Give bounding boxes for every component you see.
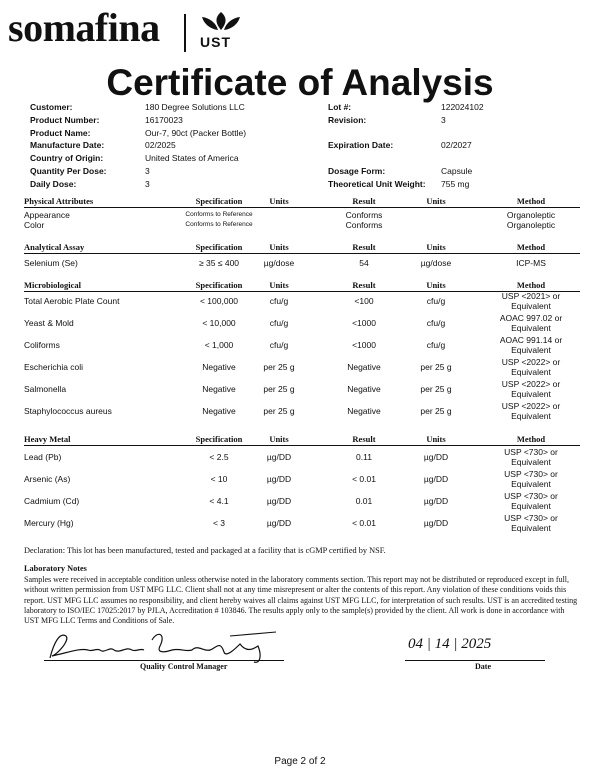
info-value: 3 <box>441 114 446 125</box>
row-result: <100 <box>354 296 374 306</box>
column-header-units2: Units <box>426 196 446 206</box>
column-header-units2: Units <box>426 242 446 252</box>
row-method-line2: Equivalent <box>511 501 551 511</box>
brand-logo-text: somafina <box>8 5 160 50</box>
header-rule <box>24 207 580 208</box>
column-header-result: Result <box>352 434 376 444</box>
column-header-units: Units <box>269 280 289 290</box>
row-method-line2: Equivalent <box>511 301 551 311</box>
column-header-method: Method <box>516 280 546 290</box>
column-header-units2: Units <box>426 434 446 444</box>
results-tables <box>24 196 580 536</box>
row-result: < 0.01 <box>352 474 376 484</box>
info-value: United States of America <box>145 153 239 164</box>
row-units: per 25 g <box>263 384 295 394</box>
row-result: < 0.01 <box>352 518 376 528</box>
info-label: Product Number: <box>30 114 100 125</box>
column-header-method: Method <box>516 434 546 444</box>
row-spec: Negative <box>202 384 236 394</box>
info-value: 3 <box>145 166 150 176</box>
row-spec: < 4.1 <box>209 496 229 506</box>
row-result: <1000 <box>352 340 376 350</box>
micro-title: Microbiological <box>24 280 81 290</box>
page-number: Page 2 of 2 <box>274 756 326 767</box>
row-name: Coliforms <box>24 340 60 350</box>
row-method-line1: USP <2021> or <box>501 291 561 301</box>
row-units: cfu/g <box>269 296 289 306</box>
row-method-line1: AOAC 991.14 or <box>499 335 563 345</box>
column-header-result: Result <box>352 196 376 206</box>
row-units: µg/dose <box>420 258 452 268</box>
row-name: Total Aerobic Plate Count <box>24 296 120 306</box>
row-method-line2: Equivalent <box>511 323 551 333</box>
info-label: Lot #: <box>328 102 352 112</box>
logo-divider <box>184 14 186 52</box>
lab-notes-title: Laboratory Notes <box>24 564 87 573</box>
row-method-line1: USP <730> or <box>504 491 558 501</box>
column-header-units: Units <box>269 434 289 444</box>
row-units: µg/DD <box>423 496 449 506</box>
info-value: 16170023 <box>145 114 183 125</box>
signature-label: Quality Control Manager <box>140 662 228 671</box>
column-header-units2: Units <box>426 280 446 290</box>
row-method-line1: USP <2022> or <box>501 379 561 389</box>
row-method-line2: Equivalent <box>511 367 551 377</box>
signature-line <box>44 660 284 661</box>
row-method-line1: USP <2022> or <box>501 357 561 367</box>
column-header-spec: Specification <box>195 242 243 252</box>
row-units: per 25 g <box>263 362 295 372</box>
row-method-line2: Equivalent <box>511 345 551 355</box>
info-value: 180 Degree Solutions LLC <box>145 102 245 112</box>
row-units: cfu/g <box>269 318 289 328</box>
handwritten-date: 04 | 14 | 2025 <box>408 636 492 652</box>
row-name: Appearance <box>24 210 70 220</box>
column-header-method: Method <box>516 196 546 206</box>
info-label: Dosage Form: <box>328 166 386 176</box>
column-header-result: Result <box>352 280 376 290</box>
row-units: µg/DD <box>423 518 449 528</box>
row-spec: < 3 <box>212 518 226 528</box>
row-name: Selenium (Se) <box>24 258 78 268</box>
header-rule <box>24 253 580 254</box>
date-label: Date <box>475 662 491 671</box>
row-method-line2: Equivalent <box>511 457 551 467</box>
physical-title: Physical Attributes <box>24 196 94 206</box>
info-value: 755 mg <box>441 178 470 189</box>
column-header-spec: Specification <box>195 280 243 290</box>
row-method-line1: USP <730> or <box>504 513 558 523</box>
info-label: Country of Origin: <box>30 153 104 164</box>
row-units: cfu/g <box>426 340 446 350</box>
leaf-logo-icon <box>198 10 244 32</box>
row-method-line2: Equivalent <box>511 389 551 399</box>
row-result: Conforms <box>345 210 383 220</box>
row-name: Staphylococcus aureus <box>24 406 112 416</box>
row-spec: < 1,000 <box>204 340 234 350</box>
info-label: Theoretical Unit Weight: <box>328 178 426 189</box>
row-method-line2: Equivalent <box>511 479 551 489</box>
row-spec: < 2.5 <box>209 452 229 462</box>
row-spec: Conforms to Reference <box>185 211 253 218</box>
row-method: ICP-MS <box>516 258 546 268</box>
row-method-line1: USP <730> or <box>504 447 558 457</box>
info-label: Customer: <box>30 102 73 112</box>
info-label: Expiration Date: <box>328 140 394 151</box>
row-method-line1: AOAC 997.02 or <box>499 313 563 323</box>
heavy-title: Heavy Metal <box>24 434 71 444</box>
row-units: per 25 g <box>263 406 295 416</box>
info-label: Manufacture Date: <box>30 140 105 151</box>
row-name: Lead (Pb) <box>24 452 62 462</box>
column-header-spec: Specification <box>195 196 243 206</box>
row-units: per 25 g <box>420 384 452 394</box>
row-result: Negative <box>347 362 381 372</box>
row-units: µg/DD <box>266 518 292 528</box>
row-spec: < 100,000 <box>199 296 239 306</box>
info-label: Revision: <box>328 114 367 125</box>
row-units: cfu/g <box>426 296 446 306</box>
row-name: Yeast & Mold <box>24 318 74 328</box>
info-value: Capsule <box>441 166 473 176</box>
row-method: Organoleptic <box>506 220 556 230</box>
row-units: µg/DD <box>266 496 292 506</box>
analytical-title: Analytical Assay <box>24 242 85 252</box>
row-method-line1: USP <2022> or <box>501 401 561 411</box>
row-result: Negative <box>347 384 381 394</box>
row-method-line2: Equivalent <box>511 411 551 421</box>
row-name: Color <box>24 220 45 230</box>
row-spec: < 10,000 <box>202 318 236 328</box>
row-units: µg/dose <box>263 258 295 268</box>
row-units: per 25 g <box>420 406 452 416</box>
info-value: 02/2027 <box>441 140 472 151</box>
info-value: 02/2025 <box>145 140 176 151</box>
row-spec: Negative <box>202 406 236 416</box>
row-result: Negative <box>347 406 381 416</box>
row-spec: ≥ 35 ≤ 400 <box>198 258 240 268</box>
row-name: Arsenic (As) <box>24 474 71 484</box>
column-header-spec: Specification <box>195 434 243 444</box>
row-spec: Conforms to Reference <box>185 221 253 228</box>
info-label: Quantity Per Dose: <box>30 166 107 176</box>
row-result: 0.01 <box>355 496 373 506</box>
column-header-units: Units <box>269 196 289 206</box>
column-header-units: Units <box>269 242 289 252</box>
row-units: µg/DD <box>266 452 292 462</box>
info-value: Our-7, 90ct (Packer Bottle) <box>145 127 247 138</box>
row-method-line1: USP <730> or <box>504 469 558 479</box>
info-value: 122024102 <box>441 102 484 112</box>
date-line <box>405 660 545 661</box>
row-units: cfu/g <box>426 318 446 328</box>
row-name: Salmonella <box>24 384 67 394</box>
row-name: Escherichia coli <box>24 362 84 372</box>
info-label: Product Name: <box>30 127 91 138</box>
row-units: cfu/g <box>269 340 289 350</box>
column-header-result: Result <box>352 242 376 252</box>
header-rule <box>24 445 580 446</box>
row-result: 54 <box>359 258 369 268</box>
document-title: Certificate of Analysis <box>106 62 494 103</box>
row-name: Cadmium (Cd) <box>24 496 80 506</box>
row-name: Mercury (Hg) <box>24 518 74 528</box>
row-units: per 25 g <box>420 362 452 372</box>
declaration: Declaration: This lot has been manufactured, tested and packaged at a facility that is cGMP certified by NSF. <box>24 546 386 555</box>
brand-logo-sub: UST <box>200 34 231 50</box>
info-value: 3 <box>145 178 150 189</box>
row-result: Conforms <box>345 220 383 230</box>
row-spec: < 10 <box>210 474 228 484</box>
row-method: Organoleptic <box>506 210 556 220</box>
row-spec: Negative <box>202 362 236 372</box>
row-result: 0.11 <box>356 452 372 462</box>
row-units: µg/DD <box>423 474 449 484</box>
row-method-line2: Equivalent <box>511 523 551 533</box>
row-units: µg/DD <box>266 474 292 484</box>
row-result: <1000 <box>352 318 376 328</box>
info-label: Daily Dose: <box>30 178 77 189</box>
lab-notes: Samples were received in acceptable condition unless otherwise noted in the laboratory comments section. This report may not be distributed or reproduced except in full, without written permission from UST MFG LLC. Client shall not at any time misrepresent or alter the contents of this report. Any violation of these conditions voids this report. UST MFG LLC assumes no responsibility, and client hereby waives all claims against UST MFG LLC, for interpretation of such results. UST is an accredited testing laboratory to ISO/IEC 17025:2017 by PJLA, Accreditation # 103846. The results apply only to the sample(s) provided by the client. All work is done in accordance with UST MFG LLC Terms and Conditions of Sale. <box>24 575 578 626</box>
row-units: µg/DD <box>423 452 449 462</box>
column-header-method: Method <box>516 242 546 252</box>
